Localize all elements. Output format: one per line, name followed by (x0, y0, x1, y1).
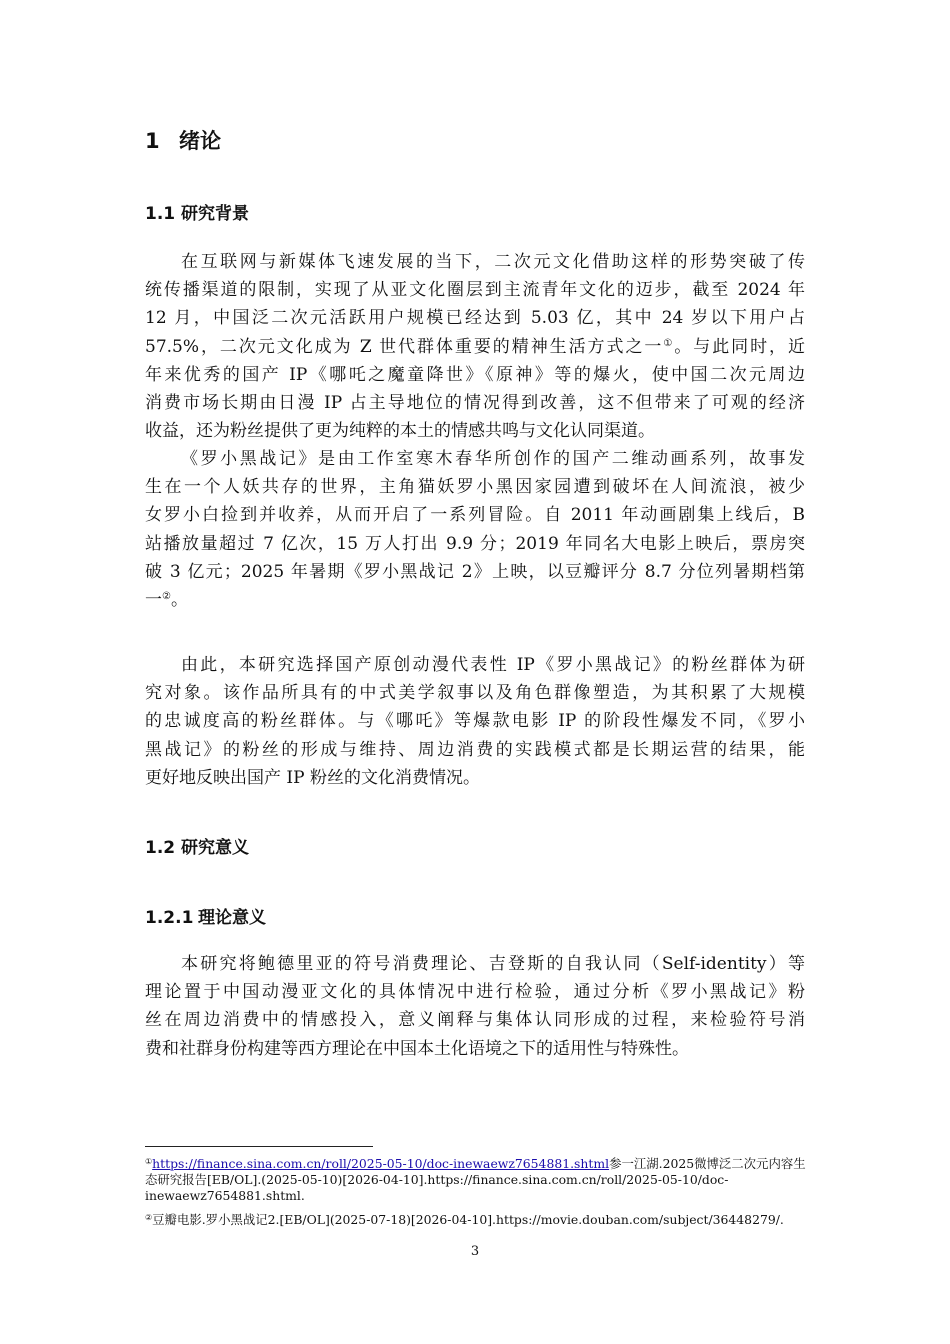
section-title: 研究背景 (181, 204, 249, 224)
footnote-ref-2[interactable]: ② (162, 590, 171, 602)
paragraph-line: 生在一个人妖共存的世界，主角猫妖罗小黑因家园遭到破坏在人间流浪，被少 (145, 477, 805, 498)
paragraph-line: 在互联网与新媒体飞速发展的当下，二次元文化借助这样的形势突破了传 (181, 252, 805, 272)
paragraph-line: 统传播渠道的限制，实现了从亚文化圈层到主流青年文化的迈步，截至 2024 年 (145, 280, 805, 301)
subsection-heading-theory (145, 903, 266, 928)
paragraph-line-tail: 。与此同时，近 (674, 336, 806, 357)
paragraph-line: 费和社群身份构建等西方理论在中国本土化语境之下的适用性与特殊性。 (145, 1038, 689, 1059)
paragraph-line: 本研究将鲍德里亚的符号消费理论、吉登斯的自我认同（Self-identity）等 (181, 954, 805, 974)
paragraph-line-text: 一 (145, 589, 162, 610)
paragraph-line: 破 3 亿元；2025 年暑期《罗小黑战记 2》上映，以豆瓣评分 8.7 分位列暑期档第 (145, 561, 805, 582)
paragraph-line-tail: 。 (170, 589, 188, 610)
paragraph-line-with-ref (145, 586, 805, 614)
footnote-line (145, 1156, 805, 1172)
paragraph-line: 收益，还为粉丝提供了更为纯粹的本土的情感共鸣与文化认同渠道。 (145, 421, 655, 442)
chapter-heading (145, 125, 221, 155)
paragraph-line: 的忠诚度高的粉丝群体。与《哪吒》等爆款电影 IP 的阶段性爆发不同，《罗小 (145, 711, 805, 732)
paragraph-background-3 (145, 651, 805, 792)
footnote-line: inewaewz7654881.shtml. (145, 1188, 305, 1203)
subsection-title: 理论意义 (198, 908, 266, 928)
paragraph-line: 究对象。该作品所具有的中式美学叙事以及角色群像塑造，为其积累了大规模 (145, 683, 805, 704)
paragraph-line: 站播放量超过 7 亿次，15 万人打出 9.9 分；2019 年同名大电影上映后，票房突 (145, 533, 805, 554)
footnote-line: 态研究报告[EB/OL].(2025-05-10)[2026-04-10].https://finance.sina.com.cn/roll/2025-05-10/doc- (145, 1172, 729, 1187)
paragraph-line: 12 月，中国泛二次元活跃用户规模已经达到 5.03 亿，其中 24 岁以下用户占 (145, 308, 805, 329)
paragraph-line: 女罗小白捡到并收养，从而开启了一系列冒险。自 2011 年动画剧集上线后，B (145, 505, 805, 526)
footnote-line (145, 1212, 805, 1228)
paragraph-background-2 (145, 445, 805, 614)
paragraph-line-text: 57.5%，二次元文化成为 Z 世代群体重要的精神生活方式之一 (145, 336, 664, 357)
paragraph-line: 消费市场长期由日漫 IP 占主导地位的情况得到改善，这不但带来了可观的经济 (145, 392, 805, 413)
section-number: 1.1 (145, 204, 176, 224)
paragraph-theory (145, 950, 805, 1063)
footnote-mark: ② (145, 1213, 153, 1222)
section-heading-significance (145, 833, 249, 858)
paragraph-line: 理论置于中国动漫亚文化的具体情况中进行检验，通过分析《罗小黑战记》粉 (145, 982, 805, 1003)
footnote-text: 豆瓣电影.罗小黑战记2.[EB/OL](2025-07-18)[2026-04-10].https://movie.douban.com/subject/36448279/. (152, 1212, 784, 1227)
chapter-title: 绪论 (179, 129, 221, 153)
footnote-1 (145, 1156, 805, 1204)
paragraph-line-with-ref (145, 333, 805, 361)
paragraph-line: 丝在周边消费中的情感投入，意义阐释与集体认同形成的过程，来检验符号消 (145, 1010, 805, 1031)
section-title: 研究意义 (181, 838, 249, 858)
chapter-number: 1 (145, 129, 160, 153)
paragraph-line: 年来优秀的国产 IP《哪吒之魔童降世》《原神》等的爆火，使中国二次元周边 (145, 364, 805, 385)
section-number: 1.2 (145, 838, 176, 858)
paragraph-line: 由此，本研究选择国产原创动漫代表性 IP《罗小黑战记》的粉丝群体为研 (181, 655, 805, 675)
footnote-mark: ① (145, 1157, 153, 1166)
footnote-ref-1[interactable]: ① (663, 337, 675, 349)
page-number: 3 (470, 1244, 480, 1259)
footnote-link[interactable]: https://finance.sina.com.cn/roll/2025-05-10/doc-inewaewz7654881.shtml (152, 1156, 610, 1171)
footnote-2 (145, 1212, 805, 1228)
subsection-number: 1.2.1 (145, 908, 194, 928)
paragraph-line: 更好地反映出国产 IP 粉丝的文化消费情况。 (145, 767, 480, 788)
paragraph-line: 黑战记》的粉丝的形成与维持、周边消费的实践模式都是长期运营的结果，能 (145, 739, 805, 760)
paragraph-background-1 (145, 248, 805, 445)
section-heading-background (145, 199, 249, 224)
footnote-separator (145, 1146, 373, 1147)
paragraph-line: 《罗小黑战记》是由工作室寒木春华所创作的国产二维动画系列，故事发 (181, 449, 805, 469)
footnote-text: 参一江湖.2025微博泛二次元内容生 (609, 1156, 806, 1171)
